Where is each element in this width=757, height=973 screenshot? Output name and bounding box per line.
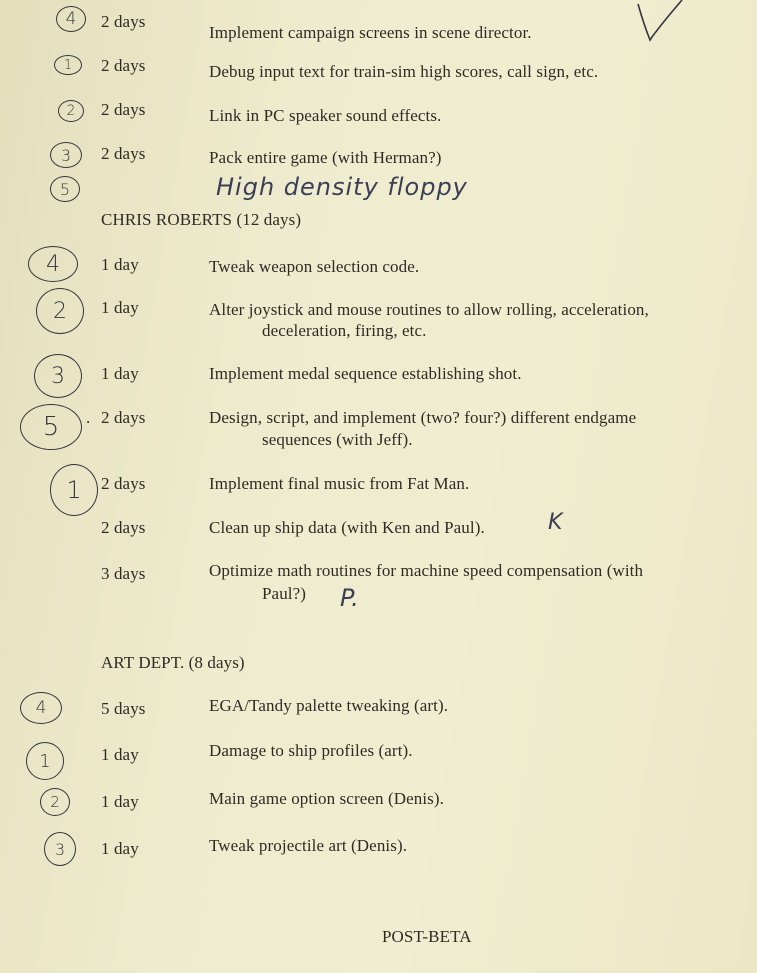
row-task: Link in PC speaker sound effects. [209,106,442,125]
handwritten-initial: P. [340,584,359,612]
row-duration: 3 days [101,564,146,583]
row-duration: 1 day [101,792,139,811]
row-duration: 2 days [101,100,146,119]
handwritten-initial: K [548,510,563,535]
row-task: Design, script, and implement (two? four?) different endgame [209,408,637,427]
row-task: Tweak projectile art (Denis). [209,836,408,855]
row-duration: 2 days [101,408,146,427]
row-task: Main game option screen (Denis). [209,789,444,808]
row-task: Implement medal sequence establishing shot. [209,364,522,383]
row-task-continuation: sequences (with Jeff). [262,430,413,449]
row-duration: 2 days [101,56,146,75]
row-task: Optimize math routines for machine speed compensation (with [209,561,644,580]
row-task: Tweak weapon selection code. [209,257,420,276]
priority-circle: 2 [58,100,84,122]
row-duration: 2 days [101,144,146,163]
priority-circle: 1 [26,742,64,780]
row-duration: 2 days [101,474,146,493]
row-duration: 1 day [101,745,139,764]
priority-circle: 2 [36,288,84,334]
handwritten-note: High density floppy [216,173,468,201]
priority-circle: 4 [20,692,62,724]
row-duration: 1 day [101,298,139,317]
priority-circle: 3 [50,142,82,168]
row-task: Damage to ship profiles (art). [209,741,413,760]
row-task: Alter joystick and mouse routines to allow rolling, acceleration, [209,300,649,319]
row-duration: 1 day [101,839,139,858]
row-duration: . [86,408,91,427]
section-heading: CHRIS ROBERTS (12 days) [101,210,302,229]
checkmark-icon [636,0,686,44]
priority-circle: 3 [44,832,76,866]
row-duration: 5 days [101,699,146,718]
priority-circle: 1 [50,464,98,516]
row-duration: 2 days [101,12,146,31]
priority-circle: 3 [34,354,82,398]
row-task: EGA/Tandy palette tweaking (art). [209,696,449,715]
row-task: Implement campaign screens in scene director. [209,23,532,42]
priority-circle: 4 [28,246,78,282]
row-task: Pack entire game (with Herman?) [209,148,442,167]
row-duration: 1 day [101,364,139,383]
priority-circle: 2 [40,788,70,816]
row-task: Implement final music from Fat Man. [209,474,470,493]
priority-circle: 5 [50,176,80,202]
page-footer: POST-BETA [382,927,472,946]
row-duration: 1 day [101,255,139,274]
row-task: Clean up ship data (with Ken and Paul). [209,518,485,537]
row-task: Debug input text for train-sim high scores, call sign, etc. [209,62,599,81]
row-duration: 2 days [101,518,146,537]
section-heading: ART DEPT. (8 days) [101,653,245,672]
priority-circle: 4 [56,6,86,32]
row-task-continuation: deceleration, firing, etc. [262,321,427,340]
row-task-continuation: Paul?) [262,584,307,603]
priority-circle: 5 [20,404,82,450]
priority-circle: 1 [54,55,82,75]
